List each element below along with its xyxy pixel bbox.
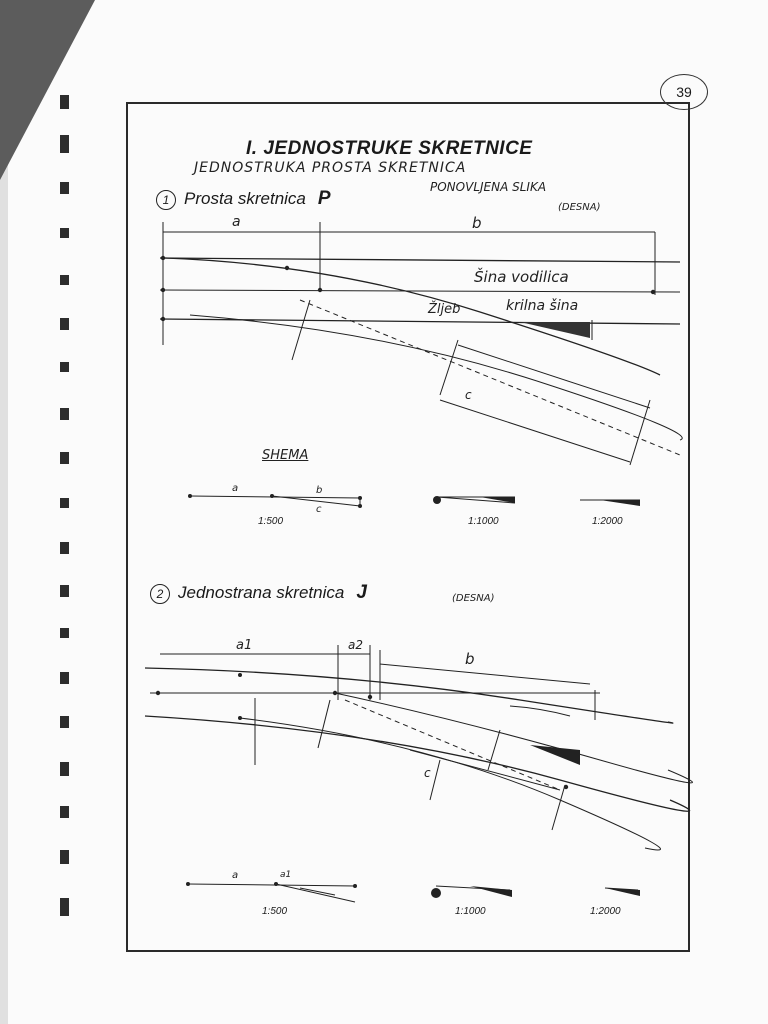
scale-1-1000: 1:1000 xyxy=(468,516,499,527)
section1-number: 1 xyxy=(156,190,176,210)
section1-dim-c: c xyxy=(465,388,472,402)
page-title: I. JEDNOSTRUKE SKRETNICE xyxy=(246,138,533,159)
section1-label: Prosta skretnica xyxy=(184,189,306,208)
section2-dim-a2: a2 xyxy=(348,638,363,652)
section2-code: J xyxy=(356,582,367,603)
scale2-1-500: 1:500 xyxy=(262,906,288,917)
schema2-a: a xyxy=(232,870,239,881)
section2-dim-a1: a1 xyxy=(236,638,253,653)
section2-side: (DESNA) xyxy=(452,593,495,604)
handwritten-note: PONOVLJENA SLIKA xyxy=(430,180,547,194)
page-number: 39 xyxy=(660,74,708,110)
scale-1-2000: 1:2000 xyxy=(592,516,623,527)
section1-dim-a: a xyxy=(232,214,241,230)
schema-b: b xyxy=(316,485,323,496)
scale2-1-1000: 1:1000 xyxy=(455,906,486,917)
groove-note: Žljeb xyxy=(428,302,461,317)
section2-label: Jednostrana skretnica xyxy=(178,583,345,602)
schema-c: c xyxy=(316,504,322,515)
schema2-a1: a1 xyxy=(280,870,292,880)
section2-number: 2 xyxy=(150,584,170,604)
section1-dim-b: b xyxy=(472,214,482,232)
section1-side: (DESNA) xyxy=(558,202,601,213)
handwritten-subtitle: JEDNOSTRUKA PROSTA SKRETNICA xyxy=(194,160,467,176)
section2-dim-c: c xyxy=(424,766,431,780)
schema-a: a xyxy=(232,483,239,494)
section2-dim-b: b xyxy=(465,650,475,668)
wing-note: krilna šina xyxy=(506,298,579,314)
section1-code: P xyxy=(317,188,331,209)
rail-note: Šina vodilica xyxy=(474,268,569,286)
scale-1-500: 1:500 xyxy=(258,516,284,527)
schema-label: SHEMA xyxy=(262,448,309,463)
scale2-1-2000: 1:2000 xyxy=(590,906,621,917)
